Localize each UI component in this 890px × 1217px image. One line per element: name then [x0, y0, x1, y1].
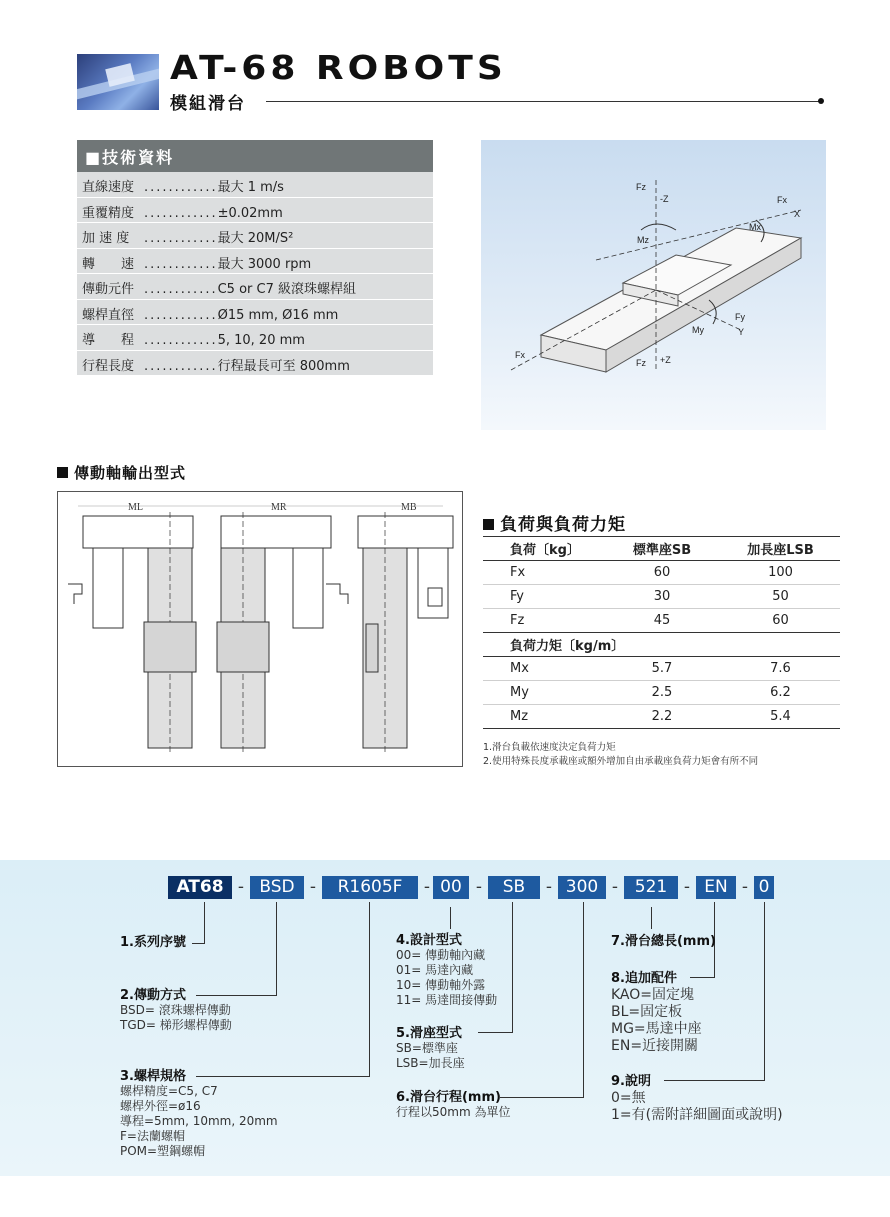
cell-lsb: 7.6	[721, 657, 840, 681]
annotation-drive	[120, 988, 232, 1033]
code-remark: 0	[754, 876, 774, 899]
spec-label: 重覆精度	[82, 205, 135, 221]
spec-value: 最大 1 m/s	[217, 180, 284, 195]
code-stroke: 300	[558, 876, 606, 899]
cell-lsb: 6.2	[721, 681, 840, 705]
axis-label: My	[692, 325, 704, 335]
spec-table	[77, 140, 433, 376]
spec-dots: ............	[144, 358, 218, 374]
row-name: Fy	[483, 585, 603, 609]
connector	[369, 902, 370, 1077]
connector	[651, 907, 652, 929]
spec-value: 最大 20M/S²	[217, 231, 294, 246]
load-axis-diagram	[481, 140, 826, 430]
output-type-heading-text: 傳動軸輸出型式	[74, 464, 187, 482]
spec-row	[77, 223, 433, 249]
load-heading	[483, 510, 626, 535]
spec-dots: ............	[144, 256, 218, 272]
header-rule	[266, 101, 820, 102]
spec-value: Ø15 mm, Ø16 mm	[217, 307, 339, 323]
spec-heading: ■技術資料	[77, 140, 433, 172]
code-separator: -	[683, 877, 691, 897]
annotation-series	[120, 935, 186, 950]
load-notes	[483, 741, 758, 769]
table-row	[483, 609, 840, 633]
col-header: 負荷〔kg〕	[483, 537, 603, 561]
connector	[500, 1097, 584, 1098]
output-type-heading	[57, 462, 186, 483]
spec-row	[77, 351, 433, 377]
connector	[204, 902, 205, 944]
spec-dots: ............	[144, 205, 218, 221]
annotation-line: SB=標準座	[396, 1041, 458, 1055]
axis-label: X	[794, 209, 801, 219]
row-name: Fz	[483, 609, 603, 633]
spec-dots: ............	[144, 333, 218, 348]
annotation-title: 9.說明	[611, 1074, 651, 1089]
cell-lsb: 50	[721, 585, 840, 609]
code-length: 521	[624, 876, 678, 899]
annotation-line: 導程=5mm, 10mm, 20mm	[120, 1114, 278, 1128]
spec-row	[77, 198, 433, 224]
axis-diagram-svg	[481, 140, 826, 430]
annotation-title: 1.系列序號	[120, 935, 186, 950]
row-name: Mx	[483, 657, 603, 681]
page-subtitle: 模組滑台	[170, 94, 246, 114]
axis-label: Fx	[777, 195, 787, 205]
annotation-title: 2.傳動方式	[120, 988, 186, 1003]
spec-dots: ............	[144, 282, 218, 297]
axis-label: Mx	[749, 222, 761, 232]
cell-lsb: 100	[721, 561, 840, 585]
row-name: Fx	[483, 561, 603, 585]
col-header: 標準座SB	[603, 537, 721, 561]
spec-dots: ............	[144, 231, 218, 246]
code-drive: BSD	[250, 876, 304, 899]
annotation-title: 6.滑台行程(mm)	[396, 1090, 501, 1105]
annotation-title: 8.追加配件	[611, 971, 677, 986]
annotation-line: F=法蘭螺帽	[120, 1129, 185, 1143]
col-header: 加長座LSB	[721, 537, 840, 561]
code-separator: -	[423, 877, 431, 897]
annotation-line: 行程以50mm 為單位	[396, 1105, 511, 1119]
note-line: 1.滑台負載依速度決定負荷力矩	[483, 742, 616, 753]
connector	[450, 907, 451, 929]
axis-label: Fz	[636, 358, 646, 368]
table-row	[483, 657, 840, 681]
spec-row	[77, 249, 433, 275]
axis-label: +Z	[660, 355, 671, 365]
axis-label: Mz	[637, 235, 649, 245]
annotation-line: KAO=固定塊	[611, 987, 695, 1003]
table-row	[483, 681, 840, 705]
code-series: AT68	[168, 876, 232, 899]
annotation-slide	[396, 1026, 465, 1071]
spec-label: 行程長度	[82, 358, 135, 374]
table-row	[483, 585, 840, 609]
annotation-length	[611, 933, 716, 950]
annotation-line: LSB=加長座	[396, 1056, 465, 1070]
spec-row	[77, 300, 433, 326]
spec-label: 螺桿直徑	[82, 307, 135, 323]
spec-value: C5 or C7 級滾珠螺桿組	[217, 282, 356, 297]
code-separator: -	[741, 877, 749, 897]
annotation-screw	[120, 1069, 278, 1159]
variant-label-mr: MR	[271, 502, 287, 513]
annotation-line: MG=馬達中座	[611, 1021, 702, 1037]
annotation-stroke	[396, 1090, 510, 1120]
spec-label: 傳動元件	[82, 282, 135, 297]
spec-label: 轉 速	[82, 256, 135, 272]
connector	[764, 902, 765, 1081]
load-table-header	[483, 537, 840, 561]
annotation-line: 00= 傳動軸內藏	[396, 948, 486, 962]
spec-row	[77, 325, 433, 351]
annotation-line: EN=近接開關	[611, 1038, 699, 1054]
spec-row	[77, 274, 433, 300]
row-name: My	[483, 681, 603, 705]
spec-value: 5, 10, 20 mm	[217, 333, 305, 348]
annotation-title: 3.螺桿規格	[120, 1069, 186, 1084]
variant-label-ml: ML	[128, 502, 143, 513]
spec-value: 行程最長可至 800mm	[217, 358, 350, 374]
annotation-line: 11= 馬達間接傳動	[396, 993, 498, 1007]
annotation-line: BSD= 滾珠螺桿傳動	[120, 1003, 231, 1017]
header-rule-dot	[818, 98, 824, 104]
cell-lsb: 60	[721, 609, 840, 633]
page-title: AT-68 ROBOTS	[170, 49, 507, 88]
connector	[276, 902, 277, 996]
axis-label: -Z	[660, 194, 669, 204]
connector	[512, 902, 513, 1033]
axis-label: Fy	[735, 312, 745, 322]
cell-sb: 30	[603, 585, 721, 609]
annotation-remark	[611, 1073, 783, 1124]
load-table	[483, 536, 840, 729]
code-slide: SB	[488, 876, 540, 899]
annotation-line: POM=塑鋼螺帽	[120, 1144, 206, 1158]
cell-sb: 5.7	[603, 657, 721, 681]
annotation-line: 螺桿外徑=ø16	[120, 1099, 201, 1113]
annotation-line: 螺桿精度=C5, C7	[120, 1084, 218, 1098]
spec-dots: ............	[144, 307, 218, 323]
code-separator: -	[309, 877, 317, 897]
annotation-line: 01= 馬達內藏	[396, 963, 474, 977]
moment-header: 負荷力矩〔kg/m〕	[483, 633, 840, 657]
cell-lsb: 5.4	[721, 705, 840, 729]
code-separator: -	[545, 877, 553, 897]
annotation-title: 5.滑座型式	[396, 1026, 462, 1041]
spec-label: 導 程	[82, 333, 135, 348]
axis-label: Fx	[515, 350, 525, 360]
annotation-line: 1=有(需附詳細圖面或說明)	[611, 1107, 783, 1123]
annotation-design	[396, 933, 497, 1008]
code-design: 00	[433, 876, 469, 899]
row-name: Mz	[483, 705, 603, 729]
code-separator: -	[611, 877, 619, 897]
output-type-drawings	[57, 491, 463, 767]
spec-label: 直線速度	[82, 180, 135, 195]
code-separator: -	[475, 877, 483, 897]
table-row	[483, 561, 840, 585]
axis-label: Fz	[636, 182, 646, 192]
output-type-svg	[58, 492, 462, 766]
spec-value: 最大 3000 rpm	[217, 256, 312, 272]
spec-value: ±0.02mm	[217, 205, 283, 221]
note-line: 2.使用特殊長度承載座或額外增加自由承載座負荷力矩會有所不同	[483, 756, 759, 767]
spec-row	[77, 172, 433, 198]
load-heading-text: 負荷與負荷力矩	[500, 515, 626, 535]
connector	[583, 902, 584, 1098]
product-thumbnail	[77, 54, 159, 110]
spec-dots: ............	[144, 180, 218, 195]
cell-sb: 45	[603, 609, 721, 633]
cell-sb: 2.2	[603, 705, 721, 729]
annotation-line: TGD= 梯形螺桿傳動	[120, 1018, 232, 1032]
connector	[478, 1032, 513, 1033]
variant-label-mb: MB	[401, 502, 417, 513]
code-screw: R1605F	[322, 876, 418, 899]
code-separator: -	[237, 877, 245, 897]
moment-header-row	[483, 633, 840, 657]
connector	[192, 943, 205, 944]
annotation-accessory	[611, 970, 702, 1055]
cell-sb: 2.5	[603, 681, 721, 705]
table-row	[483, 705, 840, 729]
cell-sb: 60	[603, 561, 721, 585]
annotation-line: 0=無	[611, 1090, 646, 1106]
spec-label: 加 速 度	[82, 231, 130, 246]
annotation-title: 7.滑台總長(mm)	[611, 934, 716, 949]
code-accessory: EN	[696, 876, 736, 899]
annotation-line: BL=固定板	[611, 1004, 683, 1020]
axis-label: Y	[738, 327, 745, 337]
annotation-title: 4.設計型式	[396, 933, 462, 948]
annotation-line: 10= 傳動軸外露	[396, 978, 486, 992]
